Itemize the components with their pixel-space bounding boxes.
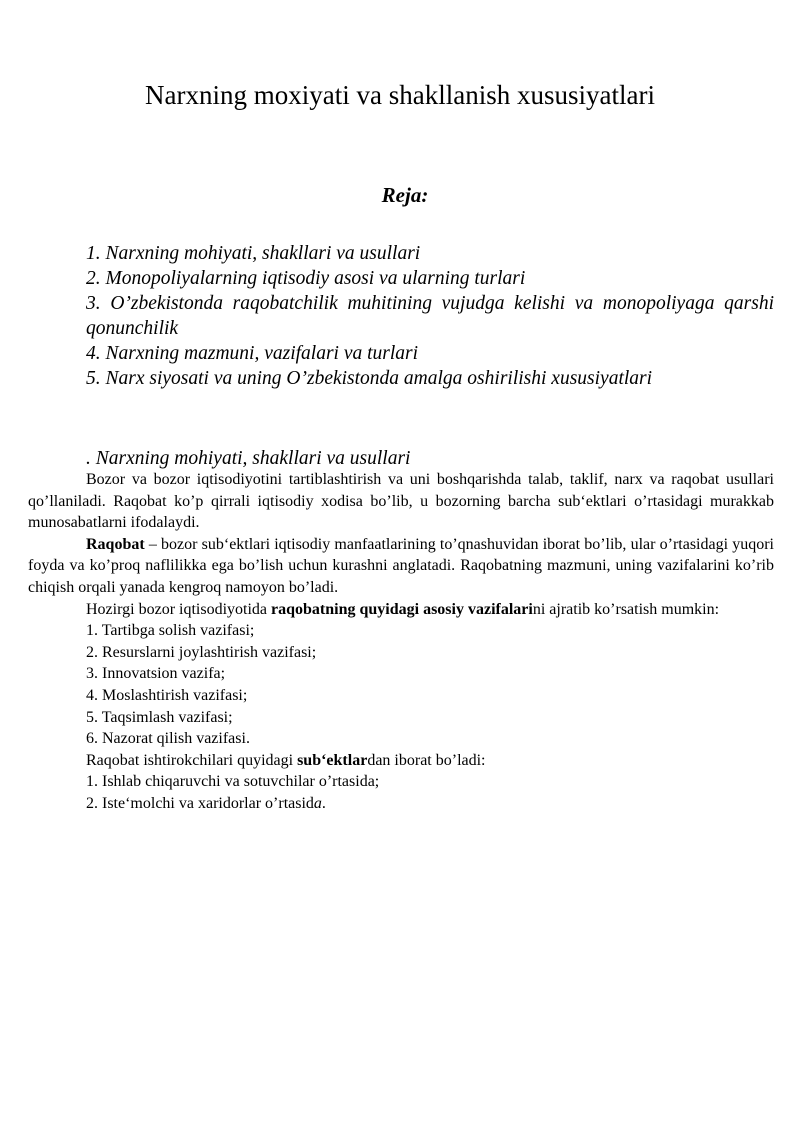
list-item: 5. Taqsimlash vazifasi; xyxy=(86,708,233,726)
plan-item: 3. O’zbekistonda raqobatchilik muhitining vujudga kelishi va monopoliyaga qarshi qonunchilik xyxy=(86,293,774,339)
paragraph-text: Hozirgi bozor iqtisodiyotida xyxy=(86,600,272,618)
plan-item: 5. Narx siyosati va uning O’zbekistonda amalga oshirilishi xususiyatlari xyxy=(86,368,653,389)
list-item: 1. Tartibga solish vazifasi; xyxy=(86,622,255,640)
term-vazifalari: raqobatning quyidagi asosiy vazifalari xyxy=(271,600,533,618)
list-item-text: . xyxy=(321,794,326,812)
list-item: 1. Ishlab chiqaruvchi va sotuvchilar o’rtasida; xyxy=(86,773,380,791)
list-item: 2. Resurslarni joylashtirish vazifasi; xyxy=(86,643,317,661)
paragraph-text: dan iborat bo’ladi: xyxy=(367,751,486,769)
document-title: Narxning moxiyati va shakllanish xususiyatlari xyxy=(145,80,655,110)
list-item: 4. Moslashtirish vazifasi; xyxy=(86,686,248,704)
list-item: 3. Innovatsion vazifa; xyxy=(86,665,226,683)
paragraph xyxy=(28,534,774,599)
list-item-text: 2. Iste‘molchi va xaridorlar o’rtasid xyxy=(86,794,314,812)
paragraph xyxy=(28,750,774,772)
list-item-italic: a xyxy=(313,794,322,812)
paragraph-text: – bozor sub‘ektlari iqtisodiy manfaatlarining to’qnashuvidan iborat bo’lib, ular o’rtasidagi yuqori foyda va ko’proq naflilikka ega bo’lish uchun kurashni anglatadi. Raqobatning mazmuni, uning vazifalarini ko’rib chiqish orqali yanada kengroq namoyon bo’ladi. xyxy=(28,535,774,596)
term-subektlar: sub‘ektlar xyxy=(297,751,368,769)
plan-item: 4. Narxning mazmuni, vazifalari va turlari xyxy=(86,343,419,364)
plan-item: 1. Narxning mohiyati, shakllari va usullari xyxy=(86,243,421,264)
paragraph: Bozor va bozor iqtisodiyotini tartiblashtirish va uni boshqarishda talab, taklif, narx va raqobat usullari qo’llaniladi. Raqobat ko’p qirrali iqtisodiy xodisa bo’lib, u bozorning barcha sub‘ektlari o’rtasidagi murakkab munosabatlarni ifodalaydi. xyxy=(28,471,774,532)
plan-item: 2. Monopoliyalarning iqtisodiy asosi va ularning turlari xyxy=(86,268,526,289)
paragraph-text: Raqobat ishtirokchilari quyidagi xyxy=(86,751,298,769)
term-raqobat: Raqobat xyxy=(86,535,145,553)
plan-list xyxy=(86,241,774,391)
list-item: 6. Nazorat qilish vazifasi. xyxy=(86,730,250,748)
section-heading: . Narxning mohiyati, shakllari va usullari xyxy=(86,448,411,469)
paragraph xyxy=(28,599,774,621)
paragraph-text: ni ajratib ko’rsatish mumkin: xyxy=(532,600,720,618)
list-item xyxy=(28,793,774,815)
body-text xyxy=(28,469,774,815)
plan-heading: Reja: xyxy=(381,183,429,207)
